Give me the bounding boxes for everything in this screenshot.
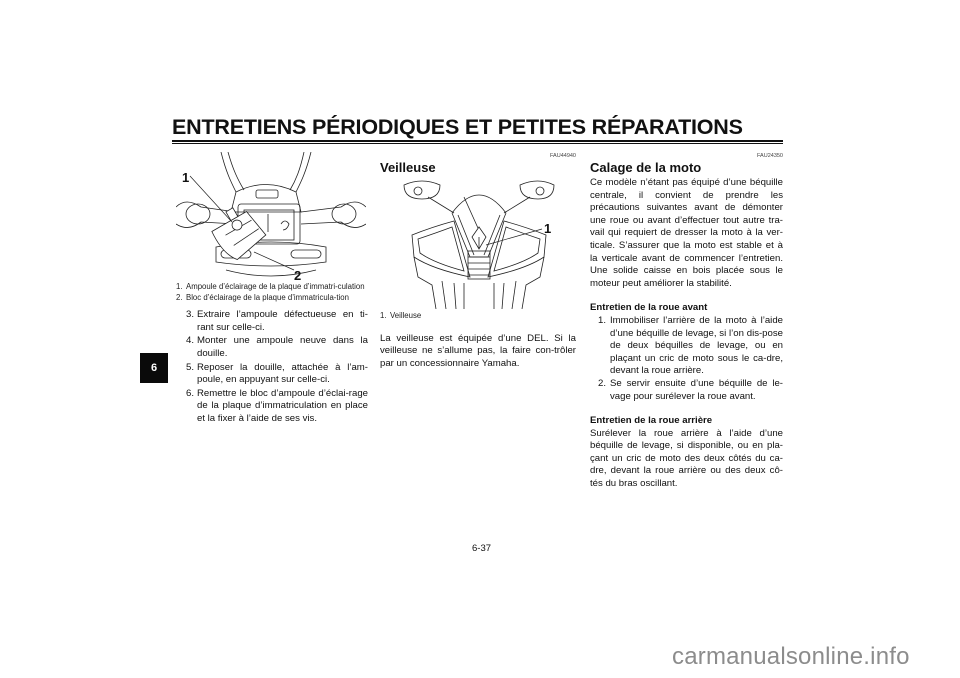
callout-2: 2 <box>294 268 302 280</box>
page-number: 6-37 <box>472 543 492 554</box>
step-item: 1. Immobiliser l’arrière de la moto à l’aide d’une béquille de levage, si l’on dis-pose de deux béquilles de levage, ou en plaçant un cric de moto sous le ca-dre, devant la roue arrière. <box>598 314 783 377</box>
column-license-plate-light <box>176 152 368 427</box>
caption-item: 2. Bloc d’éclairage de la plaque d’immatricula-tion <box>176 292 349 302</box>
license-plate-light-illustration <box>176 152 366 280</box>
page-title: ENTRETIENS PÉRIODIQUES ET PETITES RÉPARATIONS <box>172 115 743 139</box>
intro-paragraph: Ce modèle n’étant pas équipé d’une béquille centrale, il convient de prendre les précautions suivantes avant de démonter une roue ou avant d’effectuer tout autre tra-vail qui requiert de dresser la moto à la ver-ticale. S’assurer que la moto est stable et à la verticale avant de commencer l’entretien. Une solide caisse en bois placée sous le moteur peut améliorer la stabilité. <box>590 177 783 289</box>
watermark-link[interactable]: carmanualsonline.info <box>672 643 910 670</box>
section-code: FAU24350 <box>757 153 783 159</box>
step-item: 6. Remettre le bloc d’ampoule d’éclai-rage de la plaque d’immatriculation en place et la fixer à l’aide de ses vis. <box>186 387 368 424</box>
step-item: 3. Extraire l’ampoule défectueuse en ti-rant sur celle-ci. <box>186 309 368 333</box>
title-rule <box>172 140 783 144</box>
step-item: 5. Reposer la douille, attachée à l’am-poule, en appuyant sur celle-ci. <box>186 361 368 386</box>
rear-wheel-heading: Entretien de la roue arrière <box>590 415 713 427</box>
front-wheel-heading: Entretien de la roue avant <box>590 302 708 314</box>
motorcycle-front-illustration <box>392 177 567 309</box>
section-title: Calage de la moto <box>590 160 702 175</box>
veilleuse-paragraph: La veilleuse est équipée d’une DEL. Si la veilleuse ne s’allume pas, la faire con-trôler par un concessionnaire Yamaha. <box>380 332 576 369</box>
step-item: 4. Monter une ampoule neuve dans la douille. <box>186 335 368 359</box>
figure-captions <box>380 311 576 321</box>
chapter-tab: 6 <box>140 353 168 383</box>
front-wheel-steps <box>590 315 783 403</box>
rear-wheel-paragraph: Surélever la roue arrière à l’aide d’une béquille de levage, si disponible, ou en pla-çant un cric de moto des deux côtés du ca-dre, devant la roue arrière ou des deux cô-tés du bras oscillant. <box>590 427 783 490</box>
step-item: 2. Se servir ensuite d’une béquille de le-vage pour surélever la roue avant. <box>598 377 783 402</box>
caption-item: 1. Veilleuse <box>380 311 422 320</box>
column-veilleuse <box>380 152 576 370</box>
section-title: Veilleuse <box>380 160 436 175</box>
figure-captions <box>176 282 368 302</box>
section-code: FAU44940 <box>550 153 576 159</box>
callout-1: 1 <box>182 170 190 185</box>
caption-item: 1. Ampoule d’éclairage de la plaque d’immatri-culation <box>176 282 365 291</box>
column-calage <box>590 152 783 491</box>
procedure-steps <box>176 309 368 425</box>
callout-1: 1 <box>544 221 552 236</box>
